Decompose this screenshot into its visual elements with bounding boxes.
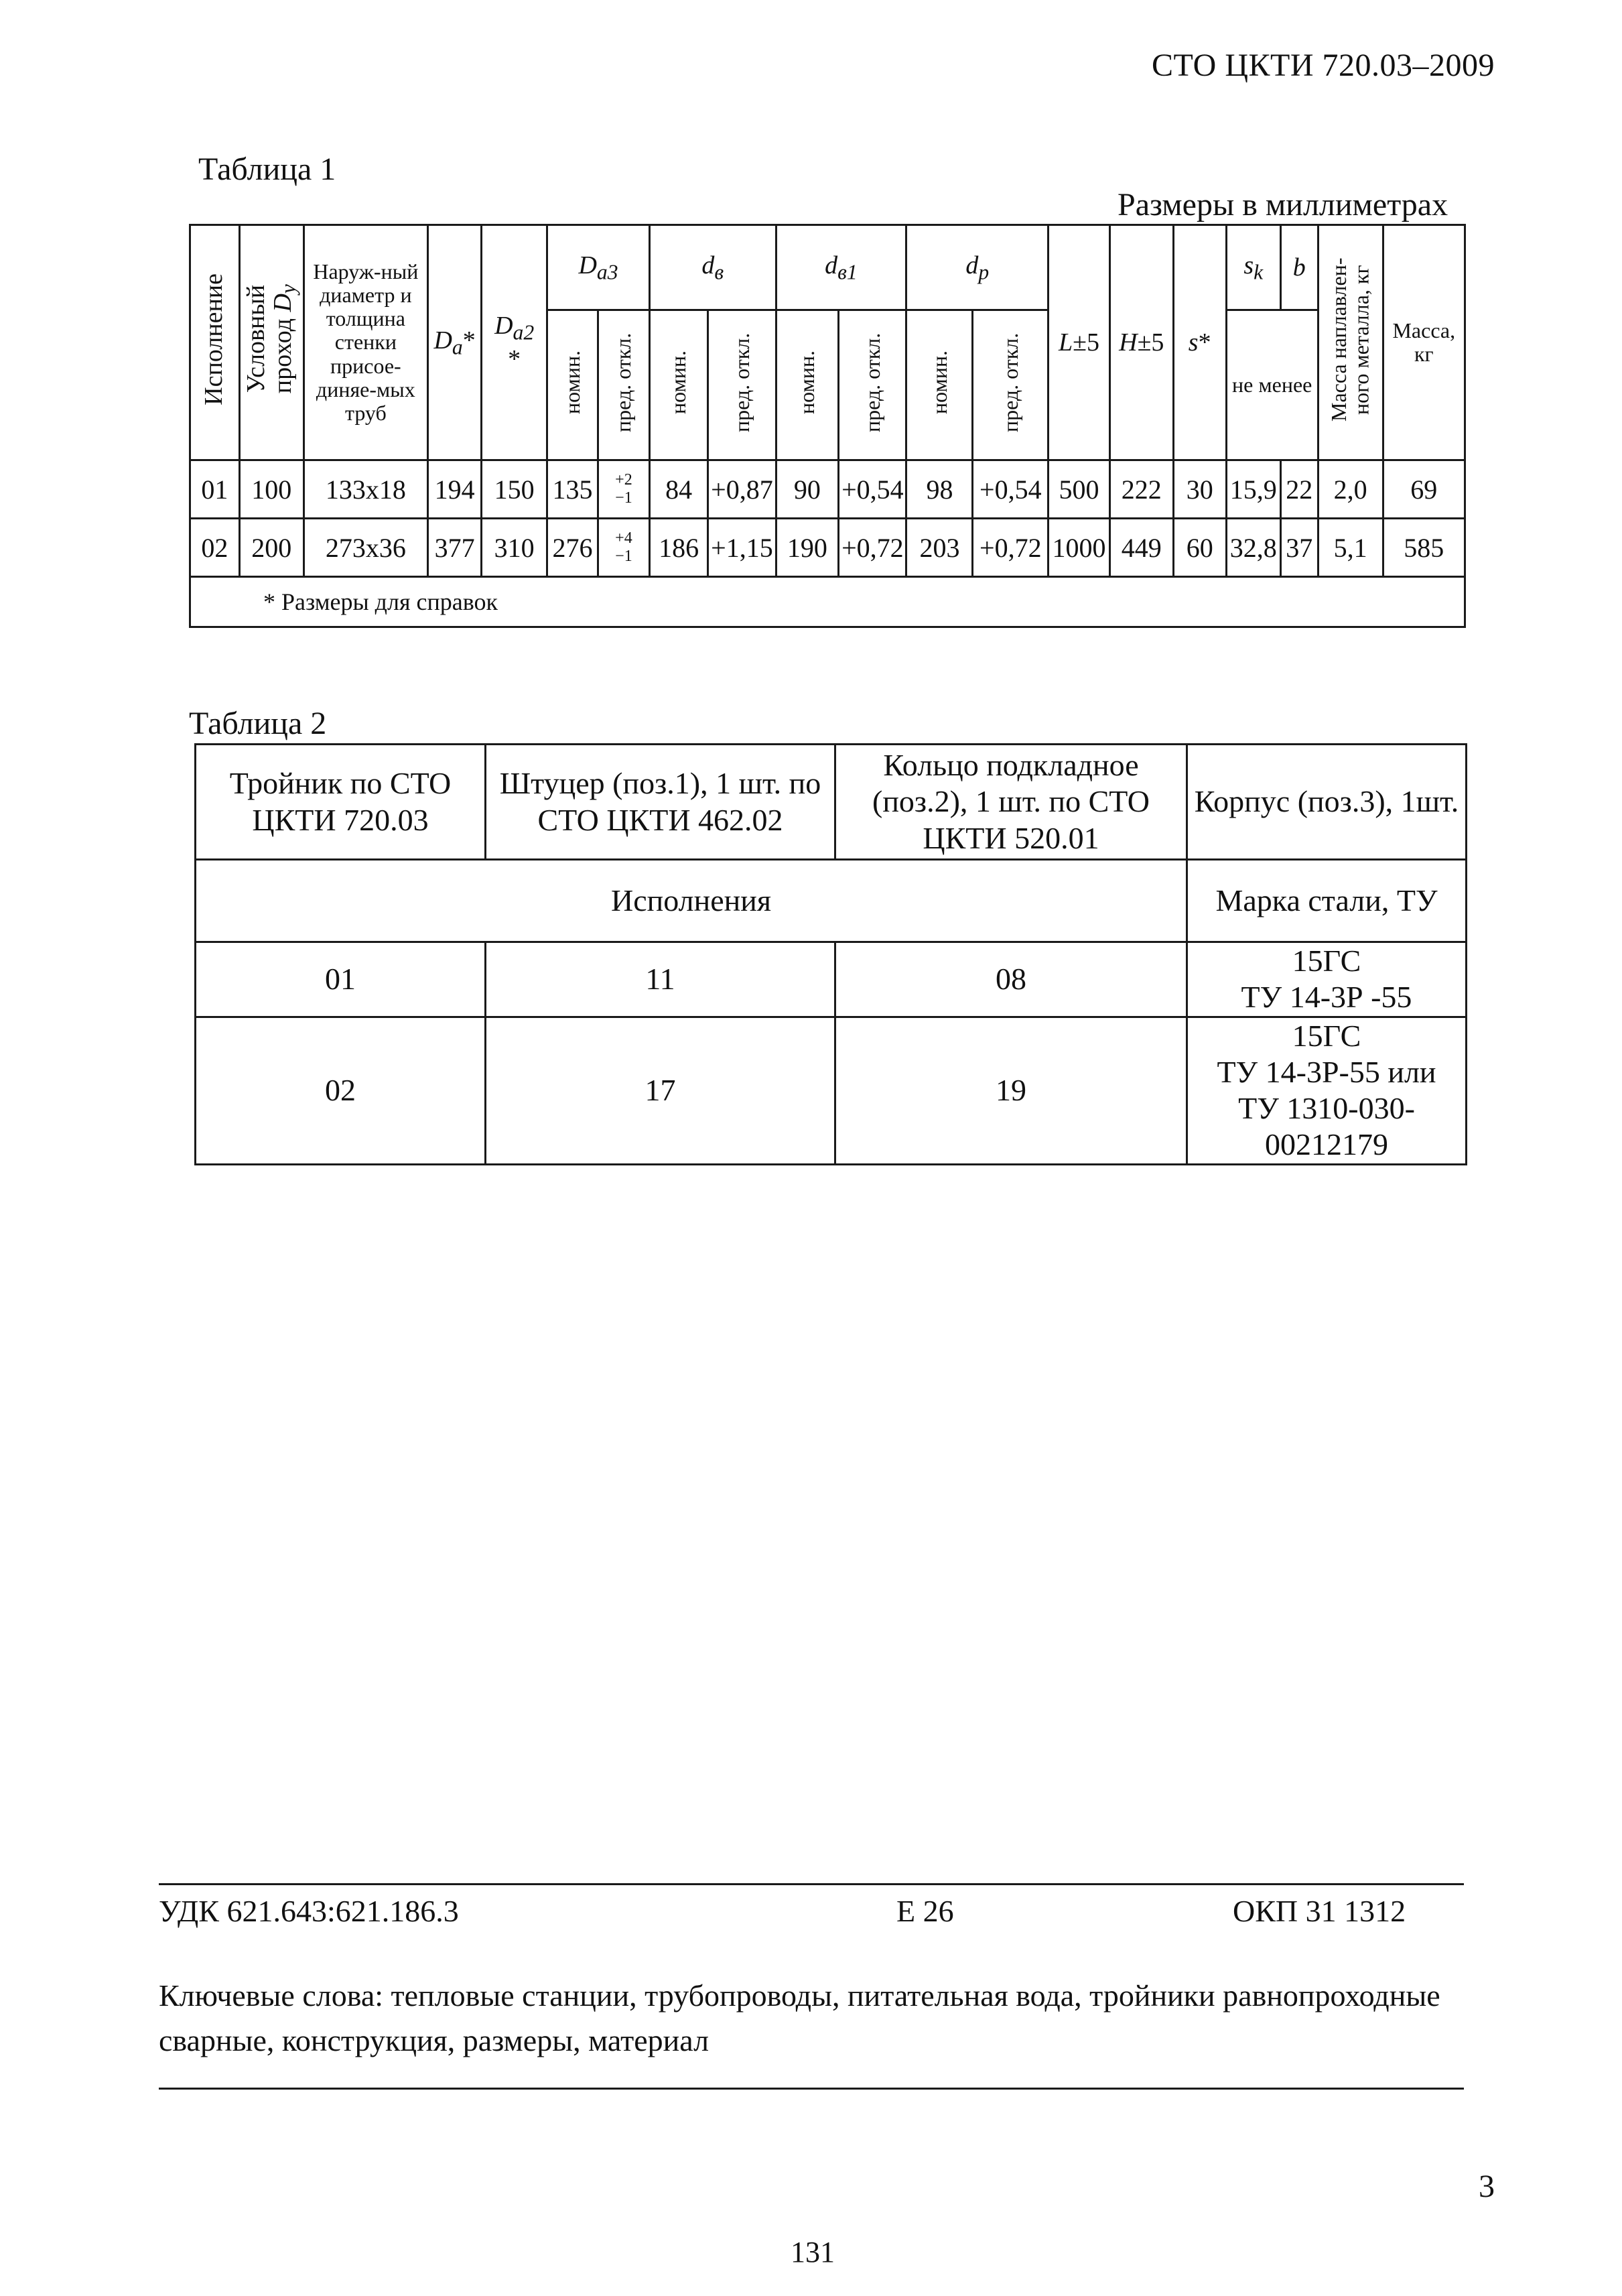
page-number: 3 (1479, 2169, 1495, 2204)
header-troinik: Тройник по СТО ЦКТИ 720.03 (196, 745, 486, 860)
cell-dp-tol: +0,72 (973, 519, 1049, 577)
cell-h: 449 (1109, 519, 1173, 577)
header-da: $D_a*$ (428, 225, 482, 460)
header-b: b (1280, 225, 1318, 310)
table1 (189, 224, 1466, 628)
cell-h: 222 (1109, 460, 1173, 519)
cell-troinik: 01 (196, 942, 486, 1017)
header-korpus: Корпус (поз.3), 1шт. (1187, 745, 1467, 860)
cell-pipe: 273x36 (303, 519, 427, 577)
cell-l: 500 (1049, 460, 1110, 519)
header-marka: Марка стали, ТУ (1187, 860, 1467, 942)
cell-da: 194 (428, 460, 482, 519)
table-row (190, 519, 1465, 577)
cell-massa: 585 (1383, 519, 1465, 577)
header-outer-diameter: Наруж-ный диаметр и толщина стенки присое-диняе-мых труб (303, 225, 427, 460)
header-dv1-pred: пред. откл. (839, 310, 906, 460)
cell-massa-naplav: 5,1 (1318, 519, 1383, 577)
cell-isp: 01 (190, 460, 240, 519)
header-da3-pred: пред. откл. (598, 310, 649, 460)
cell-dy: 100 (239, 460, 303, 519)
cell-dp: 98 (906, 460, 973, 519)
divider-top (159, 1883, 1464, 1885)
cell-da: 377 (428, 519, 482, 577)
table1-units: Размеры в миллиметрах (1118, 187, 1448, 222)
table-row (196, 1017, 1467, 1164)
header-massa-naplav: Масса наплавлен-ного металла, кг (1318, 225, 1383, 460)
cell-da3: 135 (547, 460, 598, 519)
cell-kolco: 08 (835, 942, 1187, 1017)
header-ispolnenia: Исполнения (196, 860, 1187, 942)
cell-dv1-tol: +0,54 (839, 460, 906, 519)
header-dv1: $d_{в1}$ (776, 225, 906, 310)
cell-pipe: 133x18 (303, 460, 427, 519)
cell-marka: 15ГС ТУ 14-3Р-55 или ТУ 1310-030- 00212179 (1187, 1017, 1467, 1164)
table2 (194, 743, 1467, 1165)
document-code: СТО ЦКТИ 720.03–2009 (1151, 48, 1495, 83)
okp-code: ОКП 31 1312 (1233, 1894, 1406, 1928)
header-dy: Условный проход $D_y$ (239, 225, 303, 460)
header-dv: $d_в$ (649, 225, 776, 310)
cell-dp-tol: +0,54 (973, 460, 1049, 519)
cell-dy: 200 (239, 519, 303, 577)
header-kolco: Кольцо подкладное (поз.2), 1 шт. по СТО ЦКТИ 520.01 (835, 745, 1187, 860)
header-shtucer: Штуцер (поз.1), 1 шт. по СТО ЦКТИ 462.02 (486, 745, 835, 860)
cell-dv1: 90 (776, 460, 839, 519)
cell-s: 60 (1173, 519, 1226, 577)
cell-da3-tol: +2 −1 (598, 460, 649, 519)
table-row (196, 942, 1467, 1017)
header-ne-menee: не менее (1226, 310, 1318, 460)
table2-caption: Таблица 2 (189, 706, 327, 741)
header-sk: $s_k$ (1226, 225, 1280, 310)
cell-dp: 203 (906, 519, 973, 577)
cell-dv1-tol: +0,72 (839, 519, 906, 577)
cell-kolco: 19 (835, 1017, 1187, 1164)
header-da3: $D_{a3}$ (547, 225, 650, 310)
header-h: H±5 (1109, 225, 1173, 460)
divider-bottom (159, 2088, 1464, 2090)
cell-b: 22 (1280, 460, 1318, 519)
table-row (190, 460, 1465, 519)
cell-shtucer: 17 (486, 1017, 835, 1164)
cell-da2: 150 (482, 460, 547, 519)
cell-da2: 310 (482, 519, 547, 577)
header-l: L±5 (1049, 225, 1110, 460)
keywords-text: Ключевые слова: тепловые станции, трубопроводы, питательная вода, тройники равнопроходные сварные, конструкция, размеры, материал (159, 1978, 1440, 2057)
udk-code: УДК 621.643:621.186.3 (159, 1894, 459, 1928)
header-dp-pred: пред. откл. (973, 310, 1049, 460)
cell-sk: 15,9 (1226, 460, 1280, 519)
cell-dv1: 190 (776, 519, 839, 577)
cell-massa-naplav: 2,0 (1318, 460, 1383, 519)
cell-dv: 84 (649, 460, 707, 519)
cell-isp: 02 (190, 519, 240, 577)
header-da2: $D_{a2}$ * (482, 225, 547, 460)
cell-dv: 186 (649, 519, 707, 577)
cell-dv-tol: +0,87 (708, 460, 776, 519)
sheet-number: 131 (791, 2236, 835, 2269)
cell-shtucer: 11 (486, 942, 835, 1017)
cell-marka: 15ГС ТУ 14-3Р -55 (1187, 942, 1467, 1017)
header-dv-nomin: номин. (649, 310, 707, 460)
cell-dv-tol: +1,15 (708, 519, 776, 577)
cell-troinik: 02 (196, 1017, 486, 1164)
header-s: s* (1173, 225, 1226, 460)
header-dp-nomin: номин. (906, 310, 973, 460)
table1-caption: Таблица 1 (198, 151, 336, 187)
header-dv-pred: пред. откл. (708, 310, 776, 460)
cell-da3-tol: +4 −1 (598, 519, 649, 577)
cell-massa: 69 (1383, 460, 1465, 519)
e-code: Е 26 (896, 1894, 954, 1928)
header-dp: $d_p$ (906, 225, 1049, 310)
cell-l: 1000 (1049, 519, 1110, 577)
header-massa: Масса, кг (1383, 225, 1465, 460)
header-dv1-nomin: номин. (776, 310, 839, 460)
header-da3-nomin: номин. (547, 310, 598, 460)
cell-b: 37 (1280, 519, 1318, 577)
table1-footnote: * Размеры для справок (190, 577, 1465, 627)
cell-da3: 276 (547, 519, 598, 577)
cell-s: 30 (1173, 460, 1226, 519)
header-ispolnenie: Исполнение (190, 225, 240, 460)
cell-sk: 32,8 (1226, 519, 1280, 577)
